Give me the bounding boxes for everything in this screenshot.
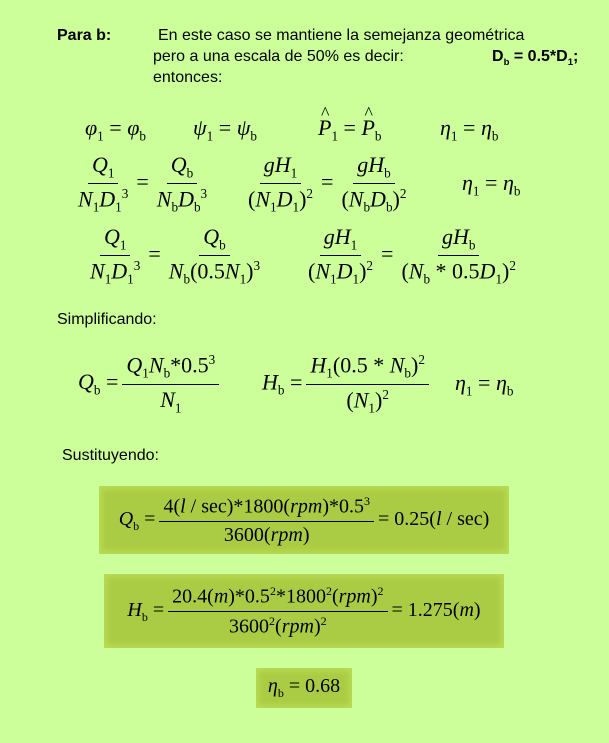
- eq-eta-1: $\eta_1 = \eta_b$: [440, 115, 499, 144]
- result-box-eta: $\eta_b = 0.68$: [256, 668, 352, 708]
- result-eta-value: 0.68: [305, 675, 341, 697]
- result-box-h: $H_b$ = $\frac{20.4(m)*0.5^2*1800^2(rpm)^2}{3600^2(rpm)^2}$ = 1.275(m): [104, 574, 504, 648]
- eq-eta-2: $\eta_1 = \eta_b$: [462, 170, 521, 199]
- intro-line-3: entonces:: [153, 69, 223, 86]
- intro-line-2: pero a una escala de 50% es decir:: [153, 48, 404, 65]
- eq-psi: $\psi_1 = \psi_b$: [193, 115, 257, 144]
- eq-qb-simplified: $Q_b$ = $\frac{Q_1N_b*0.5^3}{N_1}$: [78, 352, 223, 416]
- eq-hb-simplified: $H_b$ = $\frac{H_1(0.5 * N_b)^2}{(N_1)^2}$: [262, 352, 433, 416]
- eq-head-coefficient: $\frac{gH_1}{(N_1D_1)^2}$ = $\frac{gH_b}{(N_bD_b)^2}$: [248, 152, 407, 216]
- intro-formula: $D_b = 0.5*D_1$;: [492, 48, 579, 69]
- eq-flow-coefficient: $\frac{Q_1}{N_1D_1^3}$ = $\frac{Q_b}{N_bD_b^3}$: [78, 152, 208, 216]
- substitute-label: Sustituyendo:: [62, 447, 159, 464]
- eq-power: ^ $P_1$ = ^ $P_b$: [318, 115, 382, 144]
- para-b-label: Para b:: [57, 27, 112, 44]
- result-h-value: 1.275: [407, 598, 453, 621]
- eq-phi: $\varphi_1 = \varphi_b$: [85, 115, 146, 144]
- intro-line-1: En este caso se mantiene la semejanza geométrica: [158, 27, 525, 44]
- result-box-q: $Q_b$ = $\frac{4(l / \sec)*1800(rpm)*0.5^3}{\text{3600(rpm)}}$ = 0.25(l / sec): [99, 486, 509, 554]
- result-q-value: 0.25: [394, 507, 430, 530]
- eq-head-scaled: $\frac{gH_1}{(N_1D_1)^2}$ = $\frac{gH_b}{(N_b * 0.5D_1)^2}$: [308, 224, 516, 288]
- eq-flow-scaled: $\frac{Q_1}{N_1D_1^3}$ = $\frac{Q_b}{N_b(0.5N_1)^3}$: [90, 224, 261, 288]
- eq-eta-3: $\eta_1 = \eta_b$: [455, 370, 514, 399]
- simplify-label: Simplificando:: [57, 311, 157, 328]
